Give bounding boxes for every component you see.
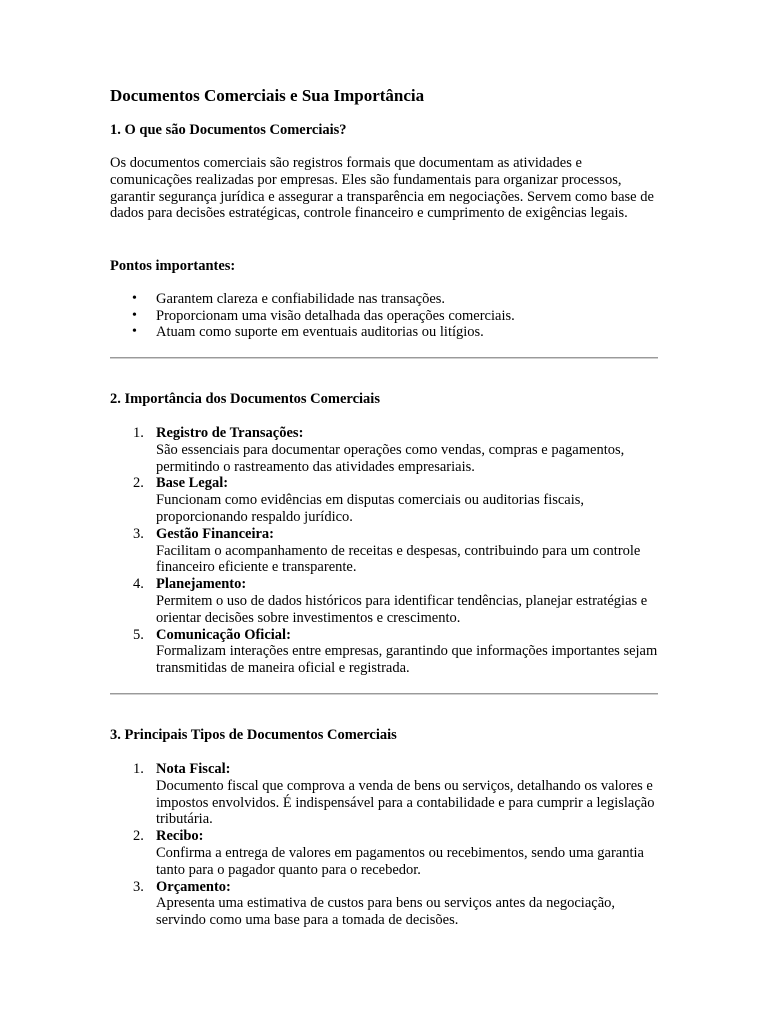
item-description: São essenciais para documentar operações como vendas, compras e pagamentos, permitindo o rastreamento das atividades empresariais. [156, 441, 625, 475]
item-title: Orçamento: [156, 878, 231, 895]
important-points-list [110, 291, 658, 341]
item-number: 3. [133, 878, 144, 895]
item-title: Comunicação Oficial: [156, 626, 291, 643]
list-item [110, 526, 658, 576]
section-1-paragraph: Os documentos comerciais são registros formais que documentam as atividades e comunicações realizadas por empresas. Eles são fundamentais para organizar processos, garantir segurança jurídica e assegurar a transparência em negociações. Servem como base de dados para decisões estratégicas, controle financeiro e cumprimento de exigências legais. [110, 155, 654, 222]
section-1-heading: 1. O que são Documentos Comerciais? [110, 122, 347, 138]
horizontal-divider [110, 357, 658, 359]
list-item [110, 576, 658, 626]
item-description: Permitem o uso de dados históricos para identificar tendências, planejar estratégias e orientar decisões sobre investimentos e crescimento. [156, 592, 648, 626]
item-number: 2. [133, 475, 144, 492]
list-item-text: Atuam como suporte em eventuais auditorias ou litígios. [156, 324, 484, 341]
list-item [110, 425, 658, 475]
item-number: 3. [133, 525, 144, 542]
item-number: 1. [133, 425, 144, 441]
important-points-heading: Pontos importantes: [110, 258, 236, 274]
item-description: Confirma a entrega de valores em pagamentos ou recebimentos, sendo uma garantia tanto para o pagador quanto para o recebedor. [156, 844, 644, 878]
list-item [110, 308, 658, 325]
item-title: Planejamento: [156, 576, 247, 593]
document-types-list [110, 761, 658, 929]
item-number: 2. [133, 828, 144, 845]
section-3-heading: 3. Principais Tipos de Documentos Comerciais [110, 727, 397, 743]
item-title: Gestão Financeira: [156, 525, 274, 542]
importance-list [110, 425, 658, 677]
item-number: 4. [133, 576, 144, 593]
document-title: Documentos Comerciais e Sua Importância [110, 86, 425, 105]
list-item [110, 475, 658, 525]
item-number: 5. [133, 626, 144, 643]
item-description: Facilitam o acompanhamento de receitas e despesas, contribuindo para um controle financeiro eficiente e transparente. [156, 542, 641, 576]
list-item-text: Proporcionam uma visão detalhada das operações comerciais. [156, 307, 515, 324]
item-title: Nota Fiscal: [156, 761, 231, 777]
bullet-icon: • [132, 307, 137, 323]
list-item [110, 761, 658, 828]
section-2-heading: 2. Importância dos Documentos Comerciais [110, 391, 380, 407]
list-item [110, 291, 658, 308]
list-item-text: Garantem clareza e confiabilidade nas transações. [156, 291, 446, 307]
list-item [110, 324, 658, 341]
bullet-icon: • [132, 291, 137, 306]
bullet-icon: • [132, 324, 137, 340]
item-description: Funcionam como evidências em disputas comerciais ou auditorias fiscais, proporcionando respaldo jurídico. [156, 492, 585, 525]
item-title: Recibo: [156, 828, 204, 845]
list-item [110, 828, 658, 878]
item-description: Documento fiscal que comprova a venda de bens ou serviços, detalhando os valores e impostos envolvidos. É indispensável para a contabilidade e para cumprir a legislação tributária. [156, 777, 655, 828]
list-item [110, 879, 658, 929]
item-title: Registro de Transações: [156, 425, 304, 441]
item-description: Apresenta uma estimativa de custos para bens ou serviços antes da negociação, servindo como uma base para a tomada de decisões. [156, 895, 616, 929]
item-number: 1. [133, 761, 144, 777]
list-item [110, 627, 658, 677]
item-title: Base Legal: [156, 475, 229, 492]
item-description: Formalizam interações entre empresas, garantindo que informações importantes sejam transmitidas de maneira oficial e registrada. [156, 643, 658, 677]
horizontal-divider [110, 693, 658, 695]
